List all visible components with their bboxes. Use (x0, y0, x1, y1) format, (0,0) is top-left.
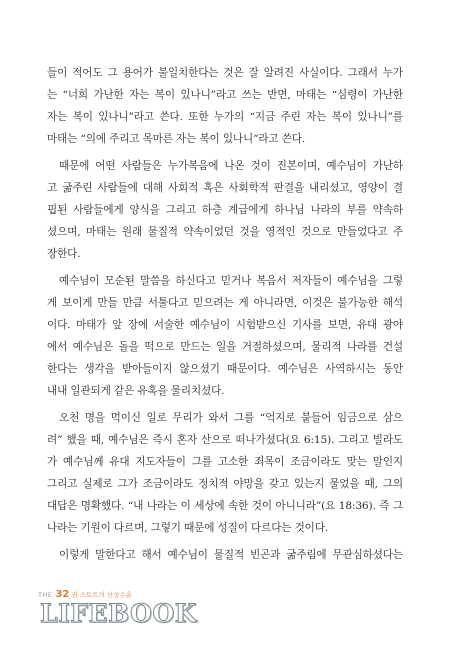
paragraph (47, 155, 403, 265)
text-line: 가 예수님께 유대 지도자들이 그를 고소한 죄목이 조금이라도 맞는 말인지 (47, 456, 403, 468)
text-line: 마태는 “의에 주리고 목마른 자는 복이 있나니”라고 쓴다. (47, 133, 306, 145)
series-prefix: THE (38, 590, 53, 599)
text-line: 고 굶주린 사람들에 대해 사회적 혹은 사회학적 판결을 내리셨고, 영양이 결 (47, 182, 403, 194)
text-line: 장한다. (47, 248, 81, 260)
text-line: 때문에 어떤 사람들은 누가복음에 나온 것이 진본이며, 예수님이 가난하 (59, 160, 403, 172)
text-line: 대답은 명확했다. “내 나라는 이 세상에 속한 것이 아니니라”(요 18:36). 즉 그 (47, 500, 403, 512)
lifebook-logo (38, 588, 197, 638)
text-line: 는 “너희 가난한 자는 복이 있나니”라고 쓰는 반면, 마태는 “심령이 가난한 (47, 89, 403, 101)
text-line: 나라는 기원이 다르며, 그렇기 때문에 성질이 다르다는 것이다. (47, 522, 329, 534)
text-line: 내내 일관되게 같은 유혹을 물리치셨다. (47, 385, 225, 397)
text-line: 자는 복이 있나니”라고 쓴다. 또한 누가의 “지금 주린 자는 복이 있나니”를 (47, 111, 403, 123)
text-line: 이렇게 말한다고 해서 예수님이 물질적 빈곤과 굶주림에 무관심하셨다는 (59, 549, 403, 561)
text-line: 오천 명을 먹이신 일로 무리가 와서 그를 “억지로 붙들어 임금으로 삼으 (59, 412, 403, 424)
text-line: 에서 예수님은 돌을 떡으로 만드는 일을 거절하셨으며, 물리적 나라를 건설 (47, 341, 403, 353)
text-line: 이다. 마태가 앞 장에 서술한 예수님이 시험받으신 기사를 보면, 유대 광야 (47, 319, 403, 331)
text-line: 셨으며, 마태는 원래 물질적 약속이었던 것을 영적인 것으로 만들었다고 주 (47, 226, 403, 238)
series-number: 32 (55, 589, 70, 600)
series-subtitle: 권 스토트의 산상수훈 (71, 591, 133, 599)
paragraph (47, 407, 403, 539)
text-line: 게 보이게 만들 만큼 서툴다고 믿으려는 게 아니라면, 이것은 불가능한 해석 (47, 297, 403, 309)
page-body (47, 62, 403, 566)
text-line: 들이 적어도 그 용어가 불일치한다는 것은 잘 알려진 사실이다. 그래서 누가 (47, 67, 403, 79)
text-line: 예수님이 모순된 말씀을 하신다고 믿거나 복음서 저자들이 예수님을 그렇 (59, 275, 403, 287)
logo-wordmark: LIFEBOOK (40, 599, 197, 628)
paragraph (47, 544, 403, 566)
text-line: 한다는 생각을 받아들이지 않으셨기 때문이다. 예수님은 사역하시는 동안 (47, 363, 403, 375)
text-line: 핍된 사람들에게 양식을 그리고 하층 계급에게 하나님 나라의 부를 약속하 (47, 204, 403, 216)
paragraph (47, 270, 403, 402)
paragraph (47, 62, 403, 150)
text-line: 려” 했을 때, 예수님은 즉시 혼자 산으로 떠나가셨다(요 6:15). 그리고 빌라도 (47, 434, 403, 446)
text-line: 그리고 실제로 그가 조금이라도 정치적 야망을 갖고 있는지 물었을 때, 그의 (47, 478, 403, 490)
